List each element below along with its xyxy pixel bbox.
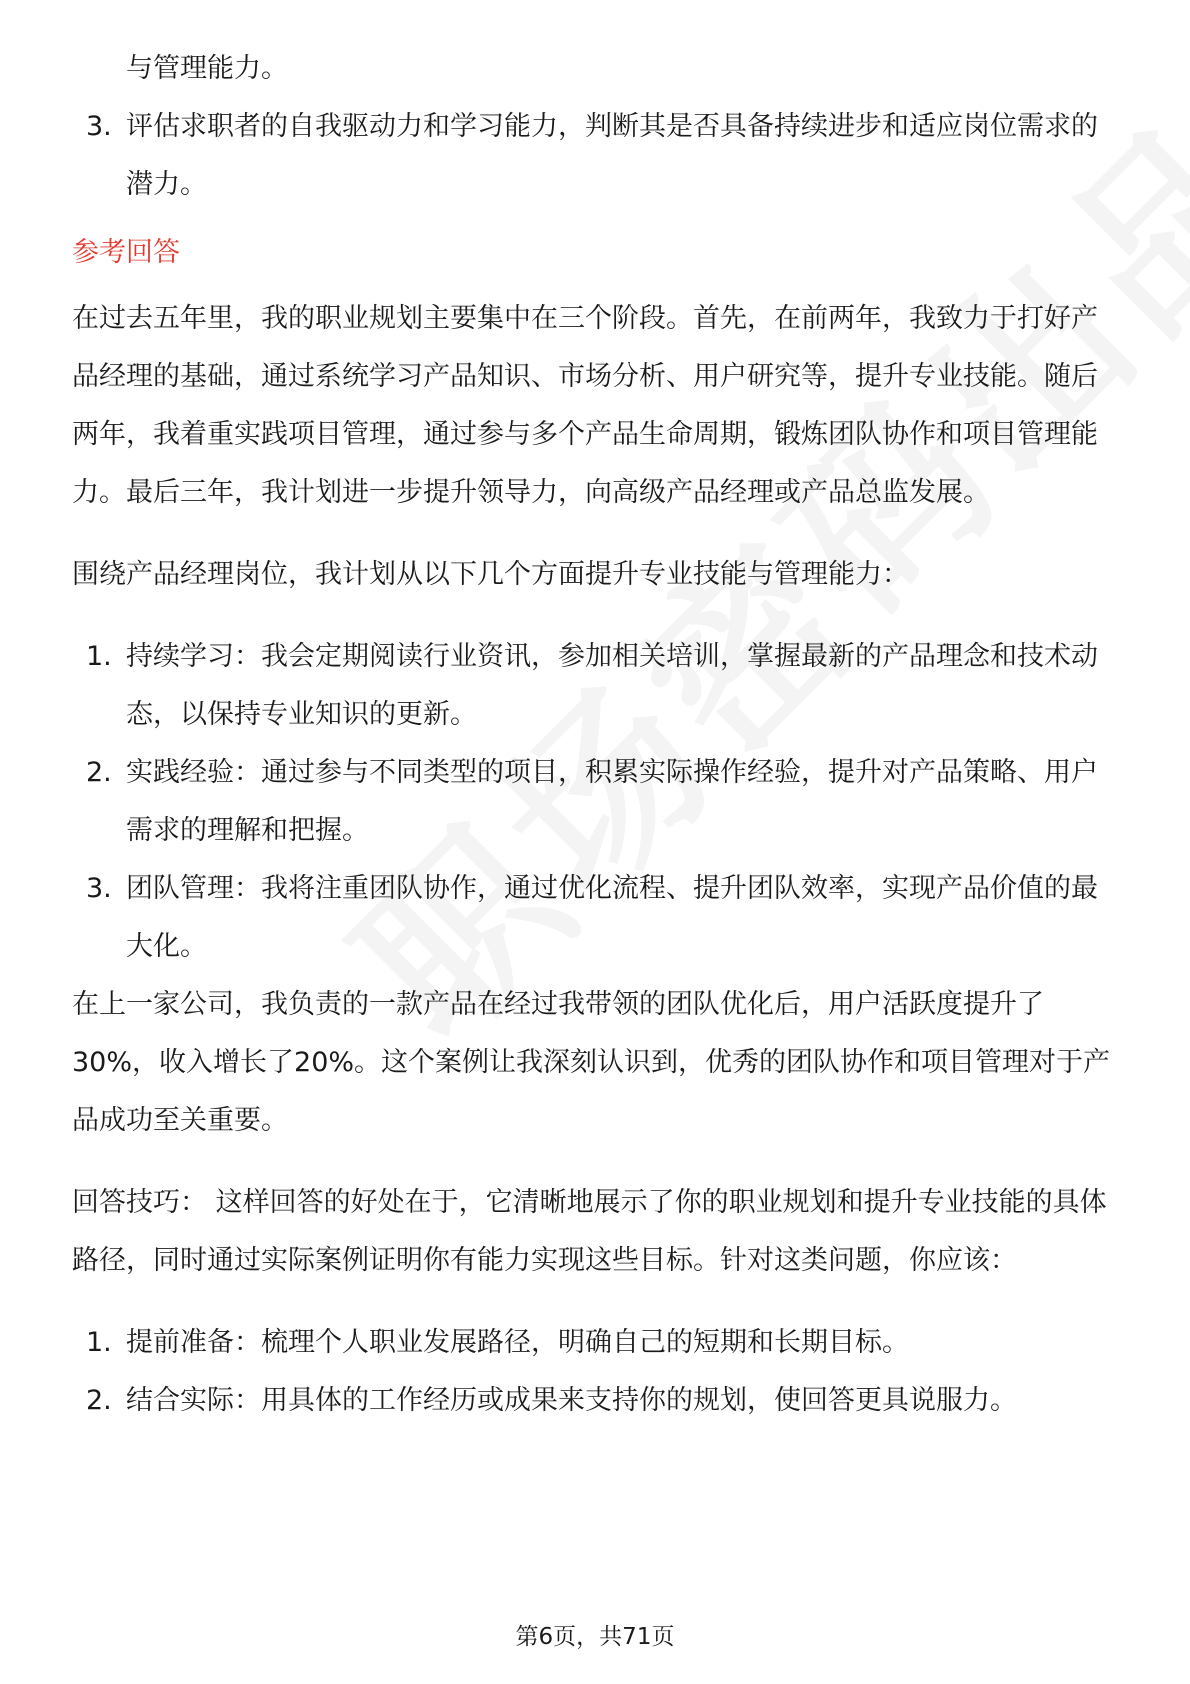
tips-list (72, 1314, 1122, 1430)
list-text: 评估求职者的自我驱动力和学习能力，判断其是否具备持续进步和适应岗位需求的潜力。 (126, 111, 1098, 200)
section-title-reference: 参考回答 (72, 237, 180, 268)
list-item (72, 1372, 1122, 1430)
list-number: 2. (86, 1385, 112, 1416)
answer-paragraph-2: 围绕产品经理岗位，我计划从以下几个方面提升专业技能与管理能力： (72, 559, 909, 590)
list-item (72, 744, 1122, 860)
list-number: 3. (86, 111, 112, 142)
list-number: 1. (86, 1327, 112, 1358)
list-text: 实践经验：通过参与不同类型的项目，积累实际操作经验，提升对产品策略、用户需求的理解和把握。 (126, 757, 1098, 846)
criteria-item (72, 98, 1122, 214)
answer-paragraph-3: 在上一家公司，我负责的一款产品在经过我带领的团队优化后，用户活跃度提升了30%，收入增长了20%。这个案例让我深刻认识到，优秀的团队协作和项目管理对于产品成功至关重要。 (72, 989, 1111, 1136)
criteria-list (72, 98, 1122, 214)
list-item (72, 628, 1122, 744)
list-text: 提前准备：梳理个人职业发展路径，明确自己的短期和长期目标。 (126, 1327, 909, 1358)
list-item (72, 860, 1122, 976)
list-number: 3. (86, 873, 112, 904)
list-number: 2. (86, 757, 112, 788)
list-text: 持续学习：我会定期阅读行业资讯，参加相关培训，掌握最新的产品理念和技术动态，以保持专业知识的更新。 (126, 641, 1098, 730)
list-text: 结合实际：用具体的工作经历或成果来支持你的规划，使回答更具说服力。 (126, 1385, 1017, 1416)
list-item (72, 1314, 1122, 1372)
list-text: 团队管理：我将注重团队协作，通过优化流程、提升团队效率，实现产品价值的最大化。 (126, 873, 1098, 962)
intro-tail: 与管理能力。 (126, 53, 288, 84)
tips-paragraph: 回答技巧： 这样回答的好处在于，它清晰地展示了你的职业规划和提升专业技能的具体路径，同时通过实际案例证明你有能力实现这些目标。针对这类问题，你应该： (72, 1187, 1107, 1276)
answer-paragraph-1: 在过去五年里，我的职业规划主要集中在三个阶段。首先，在前两年，我致力于打好产品经理的基础，通过系统学习产品知识、市场分析、用户研究等，提升专业技能。随后两年，我着重实践项目管理，通过参与多个产品生命周期，锻炼团队协作和项目管理能力。最后三年，我计划进一步提升领导力，向高级产品经理或产品总监发展。 (72, 303, 1098, 508)
list-number: 1. (86, 641, 112, 672)
plan-list (72, 628, 1122, 976)
page-footer: 第6页，共71页 (515, 1624, 675, 1650)
page-content (72, 40, 1122, 1430)
